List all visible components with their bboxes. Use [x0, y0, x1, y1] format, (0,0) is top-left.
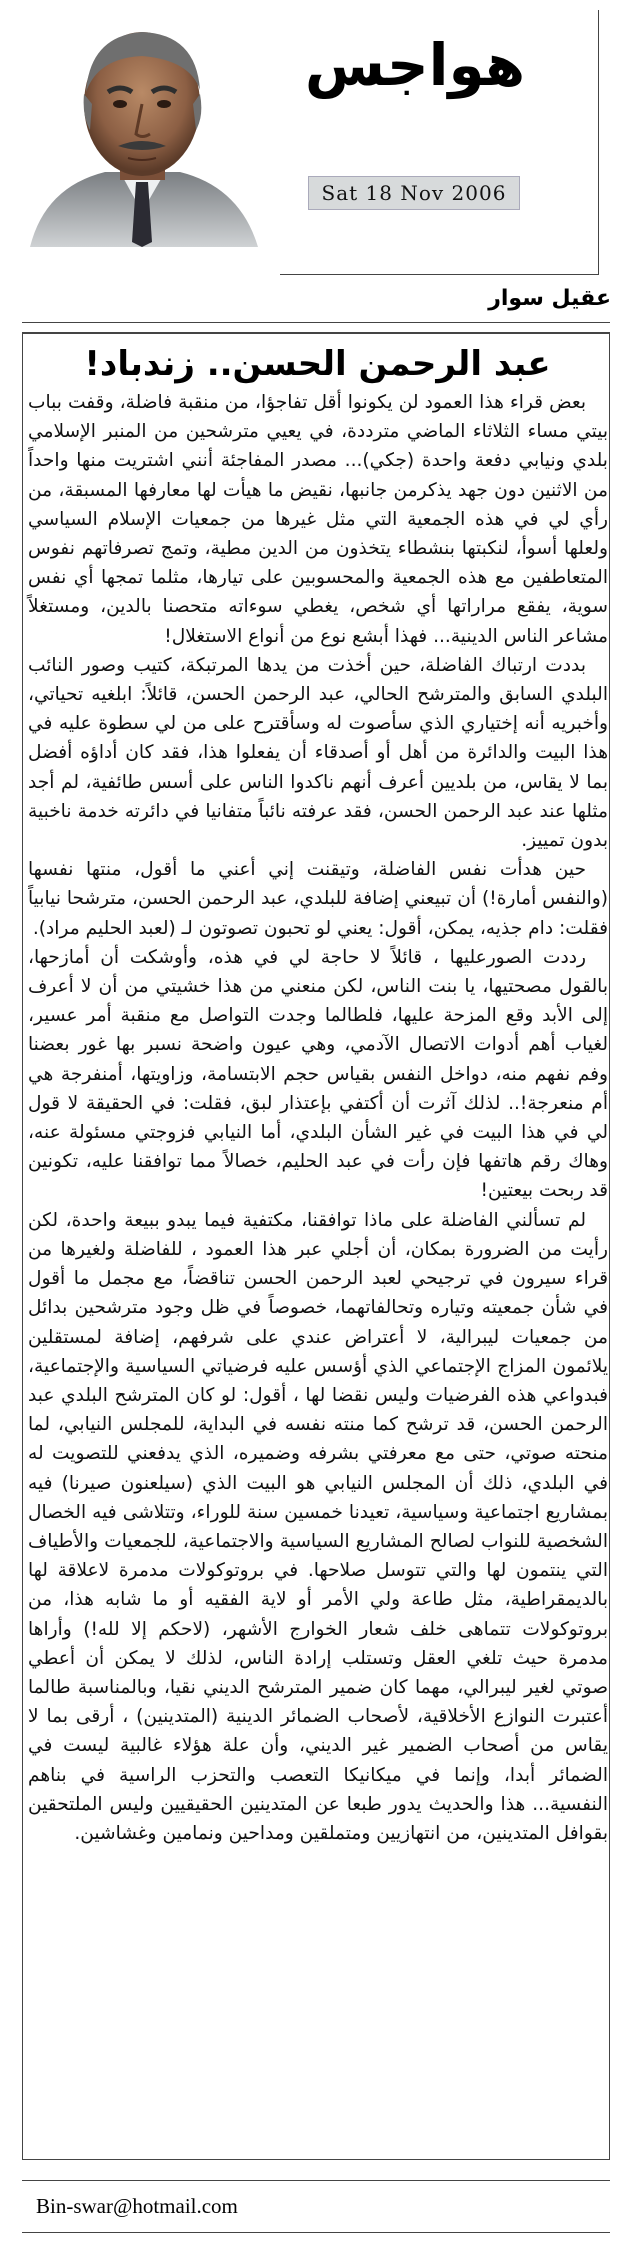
article-frame-right	[609, 332, 610, 2160]
article-frame-bottom	[22, 2159, 610, 2160]
article-title: عبد الرحمن الحسن.. زندباد!	[84, 344, 551, 384]
article-paragraph: حين هدأت نفس الفاضلة، وتيقنت إني أعني ما أقول، منتها نفسها (والنفس أمارة!) أن تبيعني إضافة للبلدي، عبد الرحمن الحسن، مترشحا نيابياً فقلت: دام جذيه، يمكن، أقول: يعني لو تحبون تصوتون لـ (لعبد الحليم مراد).	[28, 859, 608, 939]
header-frame-left	[280, 10, 281, 18]
columnist-photo	[20, 12, 265, 247]
author-divider	[22, 322, 610, 323]
date-box	[308, 176, 520, 210]
article-paragraph: رددت الصورعليها ، قائلاً لا حاجة لي في هذه، وأوشكت أن أمازحها، بالقول مصحتيها، يا بنت الناس، لكن منعني من هذا خشيتي من أن لا أعرف إلى الأبد وقع المزحة عليها، فلطالما وجدت التواصل مع منقبة أمر عسير، لغياب أهم أدوات الاتصال الآدمي، وهي عيون واضحة نسبر بها غور بعضنا وفم نفهم منه، دواخل النفس بقياس حجم الابتسامة، وزاويتها، أمنفرجة هي أم منعرجة!.. لذلك آثرت أن أكتفي بإعتذار لبق، فقلت: في الحقيقة لا قول لي في هذا البيت في غير الشأن البلدي، أما النيابي فزوجتي مسئولة عنه، وهاك رقم هاتفها فإن رأت في عبد الحليم، خصالاً مما توافقنا عليه، تكونين قد ربحت بيعتين!	[28, 946, 608, 1202]
footer-divider-bottom	[22, 2232, 610, 2233]
article-frame-left	[22, 332, 23, 2160]
author-name: عقيل سوار	[488, 286, 611, 311]
article-body	[28, 388, 608, 1848]
article-frame-top	[22, 332, 610, 334]
article-paragraph: بددت ارتباك الفاضلة، حين أخذت من يدها المرتبكة، كتيب وصور النائب البلدي السابق والمترشح الحالي، عبد الرحمن الحسن، قائلاً: ابلغيه تحياتي، وأخبريه أنه إختياري الذي سأصوت له وسأقترح على من لي سطوة عليه في هذا البيت والدائرة من أهل أو أصدقاء أن يفعلوا هذا، فقد كان أداؤه أفضل بما لا يقاس، من بلديين أعرف أنهم ناكدوا الناس على أسس طائفية، لم أجد مثلها عند عبد الرحمن الحسن، فقد عرفته نائباً متفانيا في دائرته خدمة ناخبية بدون تمييز.	[28, 654, 608, 852]
article-paragraph: بعض قراء هذا العمود لن يكونوا أقل تفاجؤا، من منقبة فاضلة، وقفت بباب بيتي مساء الثلاثاء الماضي مترددة، في يعيي مترشحين من المنبر الإسلامي بلدي ونيابي دفعة واحدة (جكي)... مصدر المفاجئة أنني اشتريت منها واحداً من الاثنين دون جهد يذكرمن جانبها، نقيض ما هيأت لها معارفها المسبقة، من رأي لي في هذه الجمعية التي مثل غيرها من جمعيات الإسلام السياسي ولعلها أسوأ، لنكبتها بنشطاء يتخذون من الدين مطية، وتمج تصرفاتهم نفوس المتعاطفين مع هذه الجمعية والمحسوبين على تيارها، مثلما تمجها أي نفس سوية، يفقع مراراتها أي شخص، يغطي سوءاته متحصنا بالدين، ومستغلاً مشاعر الناس الدينية... فهذا أبشع نوع من أنواع الاستغلال!	[28, 392, 608, 647]
article-paragraph: لم تسألني الفاضلة على ماذا توافقنا، مكتفية فيما يبدو ببيعة واحدة، لكن رأيت من الضرورة بمكان، أن أجلي عبر هذا العمود ، للفاضلة ولغيرها من قراء سيرون في ترجيحي لعبد الرحمن الحسن تناقضاً، مع مجمل ما أقول في شأن جمعيته وتياره وتحالفاتهما، خصوصاً في ظل وجود مترشحين بدائل من جمعيات ليبرالية، لا أعتراض عندي على شرفهم، إضافة لمستقلين يلائمون المزاج الإجتماعي الذي أؤسس عليه فرضياتي السياسية والإجتماعية، فبدواعي هذه الفرضيات وليس نقضا لها ، أقول: لو كان المترشح البلدي عبد الرحمن الحسن، قد ترشح كما منته نفسه في البداية، للمجلس النيابي، لما منحته صوتي، حتى مع معرفتي بشرفه وضميره، الذي يدفعني للتصويت له في البلدي، ذلك أن المجلس النيابي هو البيت الذي (سيلعنون صيرنا) فيه بمشاريع اجتماعية وسياسية، تعيدنا خمسين سنة للوراء، وتتلاشى فيه الخصال الشخصية للنواب لصالح المشاريع السياسية والاجتماعية، للجمعيات والأطياف التي ينتمون لها والتي تتوسل صلاحها. في بروتوكولات مدمرة لاعلاقة لها بالديمقراطية، مثل طاعة ولي الأمر أو لاية الفقيه أو ما شابه هذا، من بروتوكولات تتماهى خلف شعار الخوارج الأشهر، (لاحكم إلا لله!) وأراها مدمرة حيث تلغي العقل وتستلب إرادة الناس، لذلك لا يمكن أن أعطي صوتي لغير ليبرالي، مهما كان ضمير المترشح الديني نقيا، وبالمناسبة طالما أعتبرت النوازع الأخلاقية، لأصحاب الضمائر الدينية (المتدينين) ، أرقى بما لا يقاس من أصحاب الضمير غير الديني، وأن علة هؤلاء غالبية ليست في الضمائر أبدا، وإنما في ميكانيكا التعصب والتحزب الراسية في بناهم النفسية... هذا والحديث يدور طبعا عن المتدينين الحقيقيين وليس الملتحقين بقوافل المتدينين، من انتهازيين ومتملقين ومداحين ونمامين وغشاشين.	[28, 1209, 608, 1844]
header-frame-right	[598, 10, 599, 275]
footer-divider-top	[22, 2180, 610, 2181]
column-name: هواجس	[304, 31, 526, 99]
author-email-link[interactable]: Bin-swar@hotmail.com	[36, 2194, 238, 2218]
publish-date: Sat 18 Nov 2006	[321, 181, 507, 205]
header-frame-bottom	[280, 274, 599, 275]
